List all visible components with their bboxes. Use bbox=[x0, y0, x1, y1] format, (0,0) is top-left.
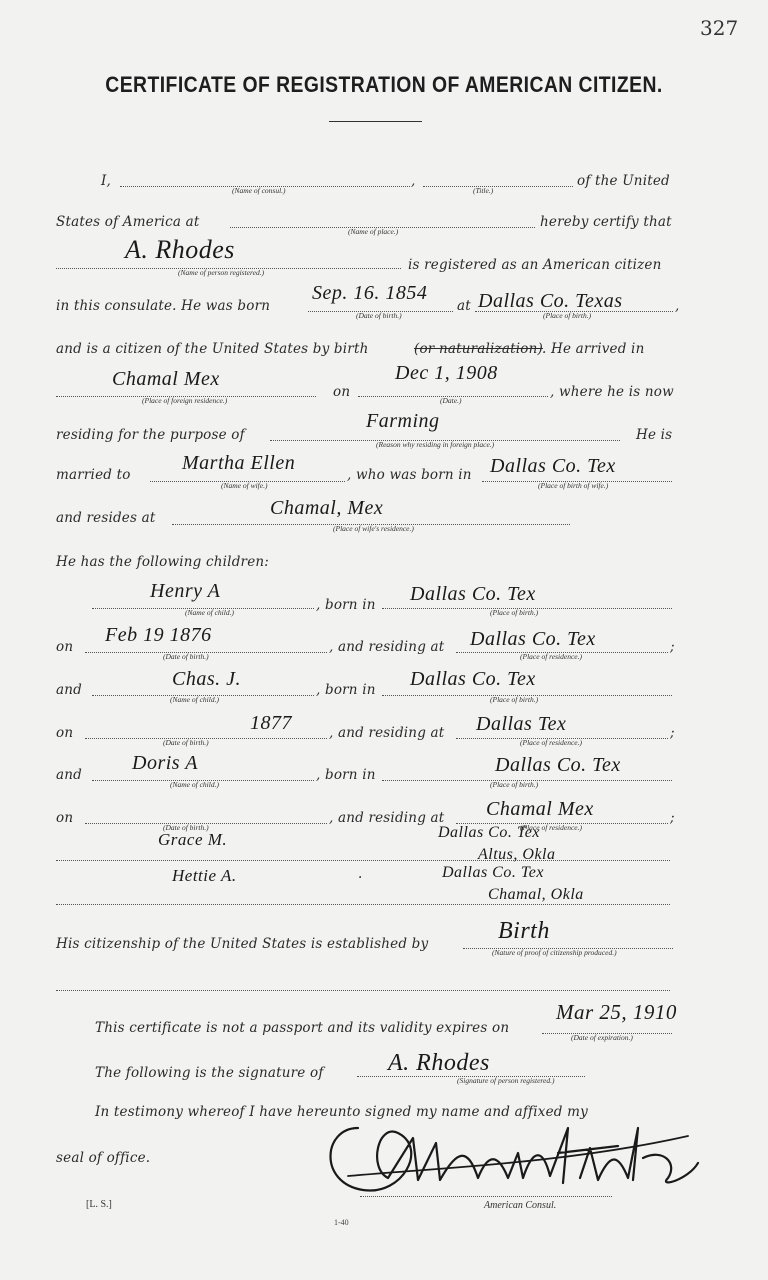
hand-child1-birthplace: Dallas Co. Tex bbox=[410, 583, 536, 605]
hand-child3-name: Doris A bbox=[132, 752, 198, 774]
or-naturalization: (or naturalization) bbox=[414, 341, 543, 357]
hand-arrival-date: Dec 1, 1908 bbox=[395, 362, 498, 384]
hand-child4-birthplace: Dallas Co. Tex bbox=[438, 824, 540, 841]
on-label: on bbox=[333, 384, 351, 400]
children-header: He has the following children: bbox=[56, 554, 270, 570]
hand-child2-birthdate: 1877 bbox=[250, 712, 292, 734]
hand-child2-name: Chas. J. bbox=[172, 668, 241, 690]
caption-place-wife-residence: (Place of wife's residence.) bbox=[333, 524, 414, 533]
american-consul: American Consul. bbox=[484, 1200, 557, 1211]
line1-comma: , bbox=[411, 173, 416, 189]
caption-date: (Date.) bbox=[440, 396, 462, 405]
caption-date-of-birth-2: (Date of birth.) bbox=[163, 738, 209, 747]
caption-name-of-child-2: (Name of child.) bbox=[170, 695, 219, 704]
extra-period: . bbox=[358, 866, 363, 882]
at-label: at bbox=[457, 298, 471, 314]
caption-name-of-person: (Name of person registered.) bbox=[178, 268, 265, 277]
hand-signature: A. Rhodes bbox=[388, 1050, 490, 1076]
hand-child1-residence: Dallas Co. Tex bbox=[470, 628, 596, 650]
hand-expiration: Mar 25, 1910 bbox=[556, 1000, 677, 1024]
caption-title: (Title.) bbox=[473, 186, 494, 195]
certificate-title: CERTIFICATE OF REGISTRATION OF AMERICAN CITIZEN. bbox=[105, 72, 663, 97]
born-in-2: , born in bbox=[316, 682, 376, 698]
line4-comma: , bbox=[675, 298, 680, 314]
caption-place-of-residence-2: (Place of residence.) bbox=[520, 738, 582, 747]
where-he-is-now: , where he is now bbox=[550, 384, 674, 400]
extra-line-2 bbox=[56, 904, 670, 905]
and-is-a-citizen: and is a citizen of the United States by birth bbox=[56, 341, 369, 357]
caption-date-of-birth-3: (Date of birth.) bbox=[163, 823, 209, 832]
form-number: 1-40 bbox=[334, 1218, 349, 1227]
and-residing-at-1: , and residing at bbox=[329, 639, 445, 655]
hand-child4-residence: Altus, Okla bbox=[478, 846, 556, 863]
hand-child5-birthplace: Dallas Co. Tex bbox=[442, 864, 544, 881]
title-line bbox=[423, 186, 573, 187]
hand-purpose: Farming bbox=[366, 410, 440, 432]
established-by: His citizenship of the United States is established by bbox=[56, 936, 429, 952]
caption-name-of-consul: (Name of consul.) bbox=[232, 186, 286, 195]
caption-date-of-expiration: (Date of expiration.) bbox=[571, 1033, 633, 1042]
caption-date-of-birth: (Date of birth.) bbox=[356, 311, 402, 320]
caption-place-of-birth-wife: (Place of birth of wife.) bbox=[538, 481, 609, 490]
on-label-3: on bbox=[56, 810, 74, 826]
and-residing-at-3: , and residing at bbox=[329, 810, 445, 826]
hand-wife-name: Martha Ellen bbox=[182, 452, 296, 474]
consul-signature-graphic bbox=[318, 1108, 703, 1198]
caption-place-of-residence-3: (Place of residence.) bbox=[520, 823, 582, 832]
testimony: In testimony whereof I have hereunto signed my name and affixed my bbox=[95, 1104, 588, 1120]
hand-person-name: A. Rhodes bbox=[125, 235, 235, 264]
caption-name-of-child-1: (Name of child.) bbox=[185, 608, 234, 617]
hand-foreign-residence: Chamal Mex bbox=[112, 368, 220, 390]
proof-line-2 bbox=[56, 990, 670, 991]
semicolon-2: ; bbox=[670, 725, 675, 741]
hand-child2-birthplace: Dallas Co. Tex bbox=[410, 668, 536, 690]
hand-child1-name: Henry A bbox=[150, 580, 221, 602]
in-this-consulate: in this consulate. He was born bbox=[56, 298, 271, 314]
caption-place-of-birth-1: (Place of birth.) bbox=[490, 608, 539, 617]
born-in-1: , born in bbox=[316, 597, 376, 613]
ls-mark: [L. S.] bbox=[86, 1199, 112, 1210]
hand-child3-residence: Chamal Mex bbox=[486, 798, 594, 820]
extra-line-1 bbox=[56, 860, 670, 861]
not-a-passport: This certificate is not a passport and its validity expires on bbox=[95, 1020, 510, 1036]
residing-for: residing for the purpose of bbox=[56, 427, 245, 443]
is-registered: is registered as an American citizen bbox=[408, 257, 662, 273]
and-label-2: and bbox=[56, 682, 82, 698]
following-signature: The following is the signature of bbox=[95, 1065, 324, 1081]
caption-reason: (Reason why residing in foreign place.) bbox=[376, 440, 495, 449]
caption-date-of-birth-1: (Date of birth.) bbox=[163, 652, 209, 661]
caption-place-of-birth-3: (Place of birth.) bbox=[490, 780, 539, 789]
seal-of-office: seal of office. bbox=[56, 1150, 151, 1166]
hand-child5-name: Hettie A. bbox=[172, 866, 237, 885]
on-label-1: on bbox=[56, 639, 74, 655]
hand-child1-birthdate: Feb 19 1876 bbox=[105, 624, 212, 646]
married-to: married to bbox=[56, 467, 131, 483]
and-label-3: and bbox=[56, 767, 82, 783]
hand-proof: Birth bbox=[498, 918, 550, 944]
title-rule bbox=[329, 121, 422, 122]
states-of-america-at: States of America at bbox=[56, 214, 200, 230]
consul-signature-line bbox=[360, 1196, 612, 1197]
semicolon-3: ; bbox=[670, 810, 675, 826]
hand-child5-residence: Chamal, Okla bbox=[488, 886, 584, 903]
line1-i: I, bbox=[101, 173, 112, 189]
page-number: 327 bbox=[700, 16, 739, 40]
and-residing-at-2: , and residing at bbox=[329, 725, 445, 741]
who-was-born-in: , who was born in bbox=[347, 467, 472, 483]
he-is: He is bbox=[636, 427, 673, 443]
caption-name-of-child-3: (Name of child.) bbox=[170, 780, 219, 789]
born-in-3: , born in bbox=[316, 767, 376, 783]
hand-wife-residence: Chamal, Mex bbox=[270, 497, 384, 519]
caption-place-of-birth: (Place of birth.) bbox=[543, 311, 592, 320]
and-resides-at: and resides at bbox=[56, 510, 156, 526]
caption-name-of-wife: (Name of wife.) bbox=[221, 481, 268, 490]
caption-signature-of-person: (Signature of person registered.) bbox=[457, 1076, 555, 1085]
semicolon-1: ; bbox=[670, 639, 675, 655]
hand-wife-birthplace: Dallas Co. Tex bbox=[490, 455, 616, 477]
hand-child2-residence: Dallas Tex bbox=[476, 713, 567, 735]
caption-place-of-birth-2: (Place of birth.) bbox=[490, 695, 539, 704]
caption-place-of-residence-1: (Place of residence.) bbox=[520, 652, 582, 661]
caption-nature-of-proof: (Nature of proof of citizenship produced.) bbox=[492, 948, 617, 957]
he-arrived-in: . He arrived in bbox=[542, 341, 645, 357]
caption-place-foreign-residence: (Place of foreign residence.) bbox=[142, 396, 228, 405]
hand-child3-birthplace: Dallas Co. Tex bbox=[495, 754, 621, 776]
on-label-2: on bbox=[56, 725, 74, 741]
hand-birth-place: Dallas Co. Texas bbox=[478, 290, 623, 312]
of-the-united: of the United bbox=[577, 173, 670, 189]
hand-child4-name: Grace M. bbox=[158, 830, 228, 849]
hand-birth-date: Sep. 16. 1854 bbox=[312, 282, 428, 304]
caption-name-of-place: (Name of place.) bbox=[348, 227, 399, 236]
hereby-certify: hereby certify that bbox=[540, 214, 672, 230]
